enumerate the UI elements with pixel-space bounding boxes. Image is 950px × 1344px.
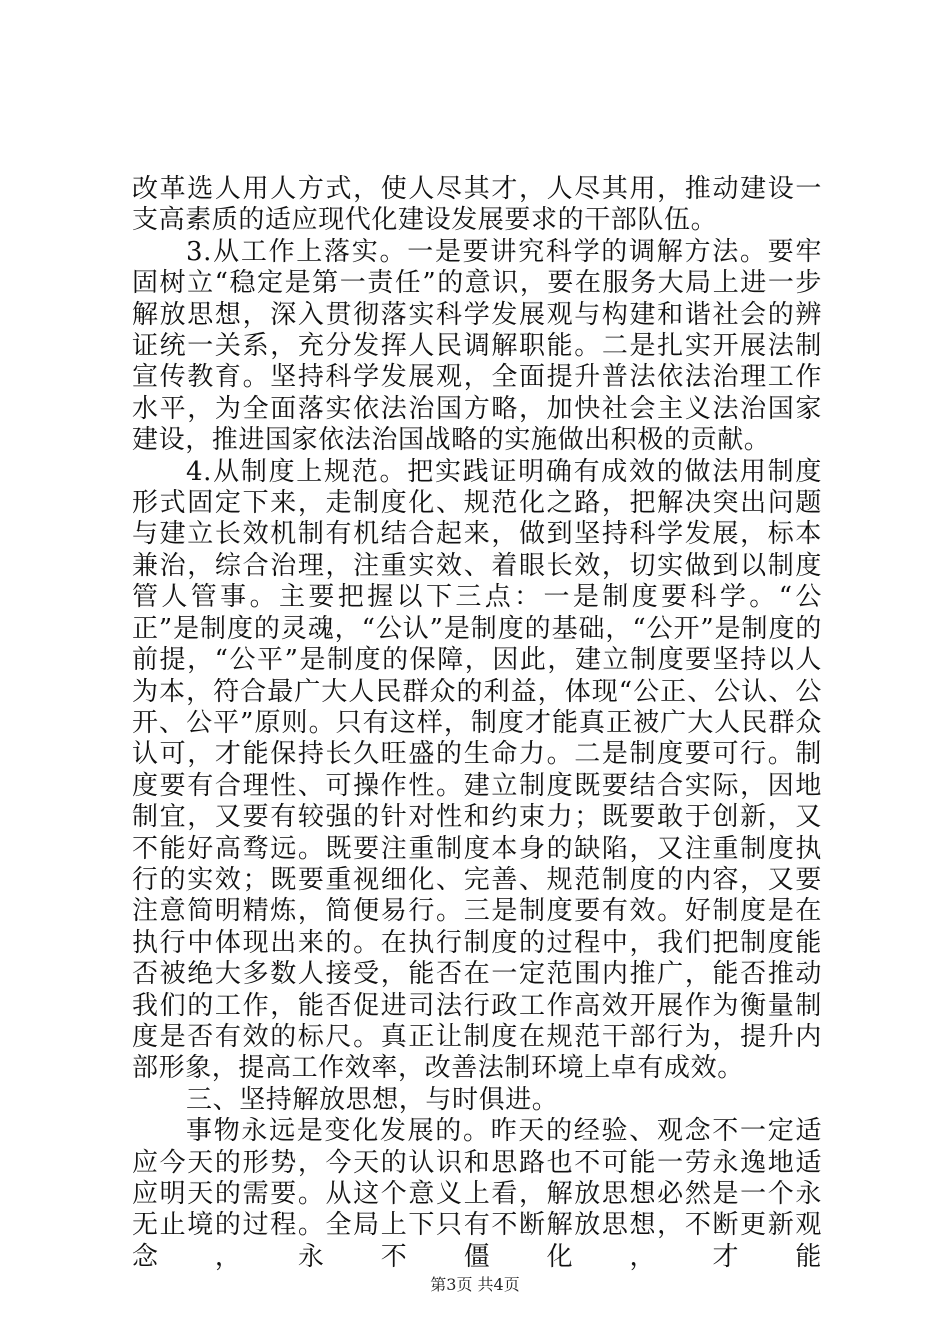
paragraph-2: 3.从工作上落实。一是要讲究科学的调解方法。要牢固树立“稳定是第一责任”的意识，要在服务大局上进一步解放思想，深入贯彻落实科学发展观与构建和谐社会的辨证统一关系，充分发挥人民调解职能。二是扎实开展法制宣传教育。坚持科学发展观，全面提升普法依法治理工作水平，为全面落实依法治国方略，加快社会主义法治国家建设，推进国家依法治国战略的实施做出积极的贡献。 <box>132 236 822 456</box>
paragraph-5: 事物永远是变化发展的。昨天的经验、观念不一定适应今天的形势，今天的认识和思路也不可能一劳永逸地适应明天的需要。从这个意义上看，解放思想必然是一个永无止境的过程。全局上下只有不断解放思想，不断更新观念，永不僵化，才能 <box>132 1116 822 1272</box>
paragraph-3: 4.从制度上规范。把实践证明确有成效的做法用制度形式固定下来，走制度化、规范化之路，把解决突出问题与建立长效机制有机结合起来，做到坚持科学发展，标本兼治，综合治理，注重实效、着眼长效，切实做到以制度管人管事。主要把握以下三点：一是制度要科学。“公正”是制度的灵魂，“公认”是制度的基础，“公开”是制度的前提，“公平”是制度的保障，因此，建立制度要坚持以人为本，符合最广大人民群众的利益，体现“公正、公认、公开、公平”原则。只有这样，制度才能真正被广大人民群众认可，才能保持长久旺盛的生命力。二是制度要可行。制度要有合理性、可操作性。建立制度既要结合实际，因地制宜，又要有较强的针对性和约束力；既要敢于创新，又不能好高骛远。既要注重制度本身的缺陷，又注重制度执行的实效；既要重视细化、完善、规范制度的内容，又要注意简明精炼，简便易行。三是制度要有效。好制度是在执行中体现出来的。在执行制度的过程中，我们把制度能否被绝大多数人接受，能否在一定范围内推广，能否推动我们的工作，能否促进司法行政工作高效开展作为衡量制度是否有效的标尺。真正让制度在规范干部行为，提升内部形象，提高工作效率，改善法制环境上卓有成效。 <box>132 456 822 1084</box>
page-number-footer: 第3页 共4页 <box>430 1275 520 1294</box>
document-body <box>132 174 822 1273</box>
section-heading: 三、坚持解放思想，与时俱进。 <box>186 1084 559 1115</box>
paragraph-1: 改革选人用人方式，使人尽其才，人尽其用，推动建设一支高素质的适应现代化建设发展要求的干部队伍。 <box>132 174 822 236</box>
